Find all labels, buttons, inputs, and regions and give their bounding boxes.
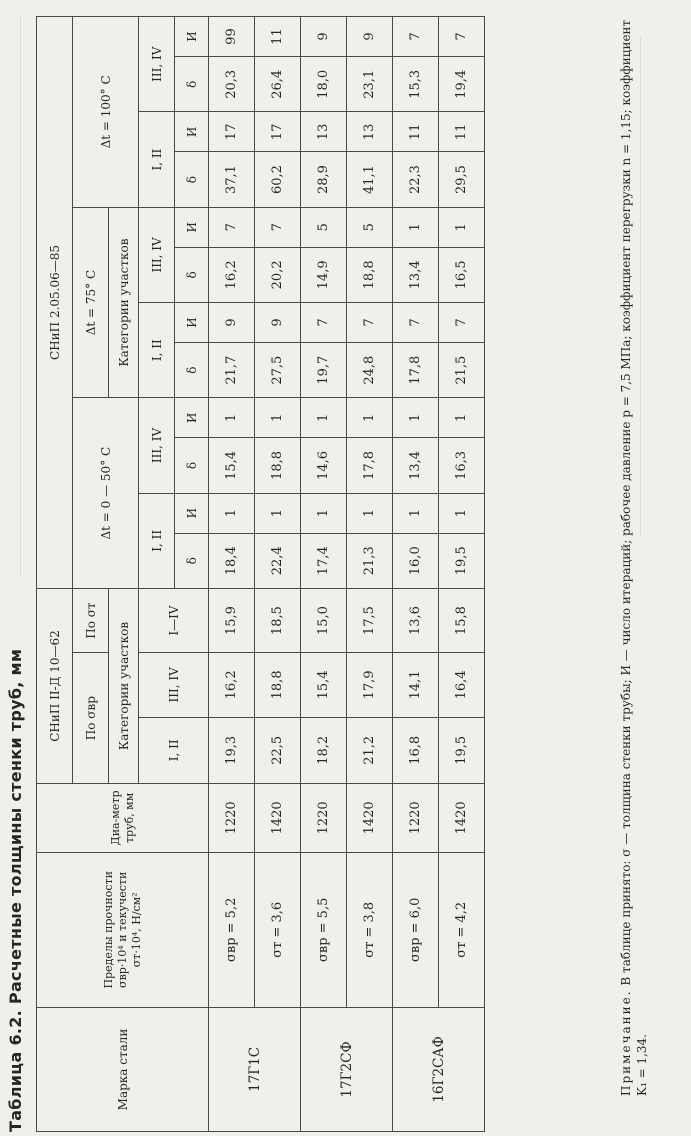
svr-cat-i-ii-cell: 18,2 [301, 717, 347, 784]
thickness-cell: 17,8 [347, 438, 393, 493]
iterations-cell: 1 [209, 398, 255, 438]
thickness-cell: 14,9 [301, 247, 347, 302]
st-cat-i-iv-cell: 17,5 [347, 588, 393, 652]
thickness-cell: 14,6 [301, 438, 347, 493]
iterations-cell: 11 [393, 112, 439, 152]
iterations-cell: 1 [255, 398, 301, 438]
header-delta: δ [175, 152, 209, 207]
header-cat-i-ii: I, II [139, 493, 175, 588]
iterations-cell: 5 [301, 207, 347, 247]
iterations-cell: 5 [347, 207, 393, 247]
diameter-cell: 1220 [301, 784, 347, 853]
thickness-cell: 19,5 [439, 533, 485, 588]
header-cat-iii-iv: III, IV [139, 653, 209, 717]
header-delta: δ [175, 342, 209, 397]
strength-cell: σвр = 5,2 [209, 852, 255, 1007]
thickness-cell: 19,4 [439, 57, 485, 112]
table-note [618, 16, 650, 1096]
header-cat-iii-iv: III, IV [139, 17, 175, 112]
thickness-cell: 18,4 [209, 533, 255, 588]
header-delta: δ [175, 57, 209, 112]
iterations-cell: 7 [301, 303, 347, 343]
thickness-cell: 13,4 [393, 438, 439, 493]
svr-cat-i-ii-cell: 19,3 [209, 717, 255, 784]
iterations-cell: 1 [393, 398, 439, 438]
header-strength: Пределы прочности σвр·10⁴ и текучести σт·10⁴, Н/см² [37, 852, 209, 1007]
diameter-cell: 1420 [347, 784, 393, 853]
header-cat-i-iv: I—IV [139, 588, 209, 652]
table-body [209, 17, 485, 1132]
steel-grade-cell: 17Г1С [209, 1007, 301, 1131]
iterations-cell: 13 [347, 112, 393, 152]
header-iterations: И [175, 303, 209, 343]
diameter-cell: 1420 [439, 784, 485, 853]
header-categories-old: Категории участков [109, 588, 139, 783]
iterations-cell: 7 [347, 303, 393, 343]
iterations-cell: 1 [347, 398, 393, 438]
iterations-cell: 1 [439, 493, 485, 533]
iterations-cell: 17 [255, 112, 301, 152]
svr-cat-i-ii-cell: 16,8 [393, 717, 439, 784]
thickness-cell: 24,8 [347, 342, 393, 397]
thickness-cell: 15,4 [209, 438, 255, 493]
thickness-cell: 18,8 [255, 438, 301, 493]
diameter-cell: 1220 [209, 784, 255, 853]
thickness-cell: 21,3 [347, 533, 393, 588]
table-row [393, 17, 439, 1132]
strength-cell: σт = 3,8 [347, 852, 393, 1007]
thickness-cell: 17,4 [301, 533, 347, 588]
iterations-cell: 1 [347, 493, 393, 533]
iterations-cell: 17 [209, 112, 255, 152]
wall-thickness-table [36, 16, 485, 1132]
iterations-cell: 7 [393, 17, 439, 57]
table-row [439, 17, 485, 1132]
svr-cat-i-ii-cell: 21,2 [347, 717, 393, 784]
header-steel-grade: Марка стали [37, 1007, 209, 1131]
iterations-cell: 1 [209, 493, 255, 533]
thickness-cell: 16,0 [393, 533, 439, 588]
thickness-cell: 27,5 [255, 342, 301, 397]
iterations-cell: 9 [209, 303, 255, 343]
steel-grade-cell: 17Г2СФ [301, 1007, 393, 1131]
table-title: Таблица 6.2. Расчетные толщины стенки труб, мм [6, 648, 25, 1132]
note-text: В таблице принято: σ — толщина стенки трубы; И — число итераций; рабочее давление p = 7,5 МПа; коэффициент перегрузки n = 1,15; коэффициент K₁ = 1,34. [619, 19, 649, 1096]
thickness-cell: 18,0 [301, 57, 347, 112]
thickness-cell: 16,5 [439, 247, 485, 302]
thickness-cell: 60,2 [255, 152, 301, 207]
thickness-cell: 22,3 [393, 152, 439, 207]
iterations-cell: 1 [255, 493, 301, 533]
st-cat-i-iv-cell: 15,8 [439, 588, 485, 652]
iterations-cell: 7 [209, 207, 255, 247]
table-row [301, 17, 347, 1132]
thickness-cell: 21,7 [209, 342, 255, 397]
iterations-cell: 9 [347, 17, 393, 57]
thickness-cell: 26,4 [255, 57, 301, 112]
iterations-cell: 1 [301, 493, 347, 533]
thickness-cell: 20,2 [255, 247, 301, 302]
thickness-cell: 13,4 [393, 247, 439, 302]
iterations-cell: 13 [301, 112, 347, 152]
iterations-cell: 7 [439, 17, 485, 57]
iterations-cell: 11 [255, 17, 301, 57]
note-lead: Примечание. [619, 989, 633, 1096]
thickness-cell: 19,7 [301, 342, 347, 397]
header-dt-75: Δt = 75° С [73, 207, 109, 398]
header-delta: δ [175, 533, 209, 588]
thickness-cell: 17,8 [393, 342, 439, 397]
thickness-cell: 16,2 [209, 247, 255, 302]
header-cat-iii-iv: III, IV [139, 398, 175, 493]
header-cat-i-ii: I, II [139, 112, 175, 207]
header-delta: δ [175, 247, 209, 302]
header-iterations: И [175, 207, 209, 247]
thickness-cell: 15,3 [393, 57, 439, 112]
st-cat-i-iv-cell: 15,9 [209, 588, 255, 652]
iterations-cell: 1 [393, 493, 439, 533]
header-dt-50: Δt = 0 — 50° С [73, 398, 139, 589]
header-iterations: И [175, 112, 209, 152]
svr-cat-iii-iv-cell: 15,4 [301, 653, 347, 717]
strength-cell: σт = 3,6 [255, 852, 301, 1007]
table-row [347, 17, 393, 1132]
st-cat-i-iv-cell: 15,0 [301, 588, 347, 652]
iterations-cell: 9 [255, 303, 301, 343]
header-by-svr: По σвр [73, 653, 109, 784]
header-snip-old: СНиП II-Д 10—62 [37, 588, 73, 783]
svr-cat-iii-iv-cell: 18,8 [255, 653, 301, 717]
header-cat-i-ii: I, II [139, 717, 209, 784]
header-categories-new: Категории участков [109, 207, 139, 398]
header-iterations: И [175, 17, 209, 57]
header-delta: δ [175, 438, 209, 493]
header-cat-i-ii: I, II [139, 303, 175, 398]
header-diameter: Диа-метр труб, мм [37, 784, 209, 853]
iterations-cell: 9 [301, 17, 347, 57]
iterations-cell: 7 [439, 303, 485, 343]
bleed-through-line [20, 16, 21, 576]
st-cat-i-iv-cell: 13,6 [393, 588, 439, 652]
svr-cat-i-ii-cell: 19,5 [439, 717, 485, 784]
diameter-cell: 1420 [255, 784, 301, 853]
iterations-cell: 99 [209, 17, 255, 57]
table-row [209, 17, 255, 1132]
svr-cat-iii-iv-cell: 16,4 [439, 653, 485, 717]
thickness-cell: 22,4 [255, 533, 301, 588]
strength-cell: σвр = 6,0 [393, 852, 439, 1007]
iterations-cell: 1 [301, 398, 347, 438]
st-cat-i-iv-cell: 18,5 [255, 588, 301, 652]
iterations-cell: 11 [439, 112, 485, 152]
thickness-cell: 20,3 [209, 57, 255, 112]
svr-cat-iii-iv-cell: 17,9 [347, 653, 393, 717]
iterations-cell: 1 [439, 207, 485, 247]
svr-cat-iii-iv-cell: 14,1 [393, 653, 439, 717]
iterations-cell: 7 [255, 207, 301, 247]
iterations-cell: 1 [439, 398, 485, 438]
header-iterations: И [175, 493, 209, 533]
thickness-cell: 21,5 [439, 342, 485, 397]
strength-cell: σвр = 5,5 [301, 852, 347, 1007]
thickness-cell: 16,3 [439, 438, 485, 493]
strength-cell: σт = 4,2 [439, 852, 485, 1007]
thickness-cell: 18,8 [347, 247, 393, 302]
header-iterations: И [175, 398, 209, 438]
thickness-cell: 41,1 [347, 152, 393, 207]
header-dt-100: Δt = 100° С [73, 17, 139, 208]
thickness-cell: 37,1 [209, 152, 255, 207]
steel-grade-cell: 16Г2САФ [393, 1007, 485, 1131]
iterations-cell: 1 [393, 207, 439, 247]
iterations-cell: 7 [393, 303, 439, 343]
header-snip-new: СНиП 2.05.06—85 [37, 17, 73, 589]
header-cat-iii-iv: III, IV [139, 207, 175, 302]
thickness-cell: 23,1 [347, 57, 393, 112]
thickness-cell: 28,9 [301, 152, 347, 207]
svr-cat-i-ii-cell: 22,5 [255, 717, 301, 784]
diameter-cell: 1220 [393, 784, 439, 853]
svr-cat-iii-iv-cell: 16,2 [209, 653, 255, 717]
thickness-cell: 29,5 [439, 152, 485, 207]
header-by-st: По σт [73, 588, 109, 652]
table-row [255, 17, 301, 1132]
